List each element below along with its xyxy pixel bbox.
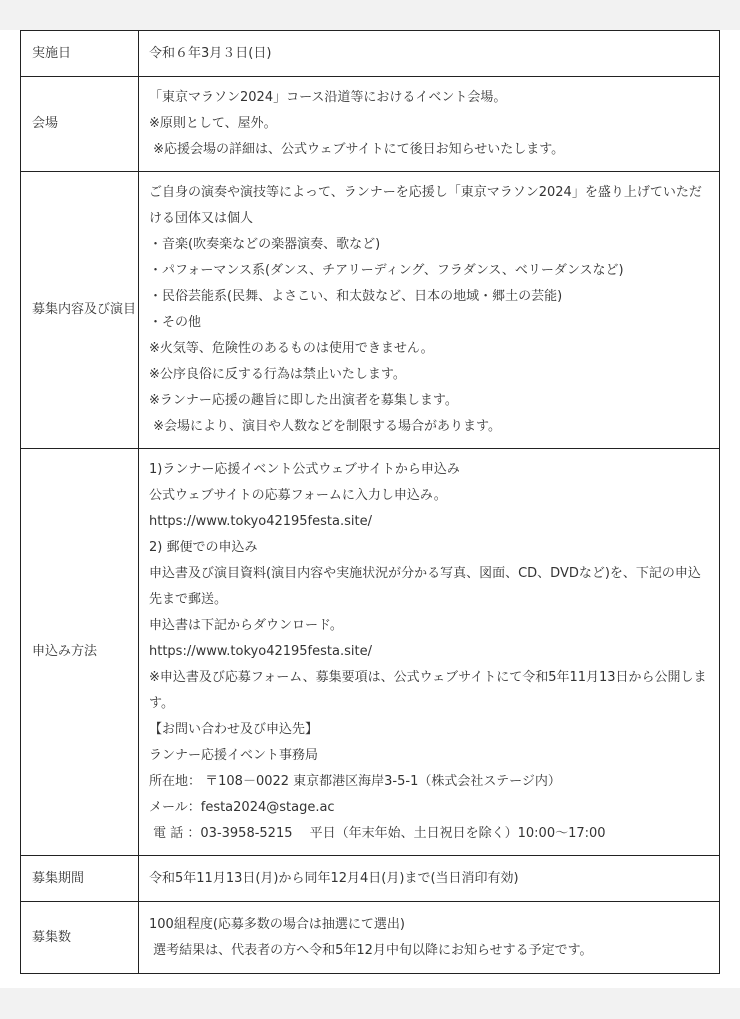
content-line: 申込書は下記からダウンロード。 <box>149 618 343 633</box>
row-label: 実施日 <box>21 31 139 77</box>
content-line: 2) 郵便での申込み <box>149 540 258 555</box>
content-line: 【お問い合わせ及び申込先】 <box>149 722 319 737</box>
table-row-date <box>21 31 720 77</box>
table-row-venue <box>21 77 720 172</box>
content-line: ※ランナー応援の趣旨に即した出演者を募集します。 <box>149 393 458 408</box>
content-line: 公式ウェブサイトの応募フォームに入力し申込み。 <box>149 488 447 503</box>
content-line: 令和5年11月13日(月)から同年12月4日(月)まで(当日消印有効) <box>149 870 519 886</box>
content-line: ※火気等、危険性のあるものは使用できません。 <box>149 341 434 356</box>
content-line: 100組程度(応募多数の場合は抽選にて選出) <box>149 916 405 932</box>
row-content <box>139 77 720 172</box>
content-line: 所在地： 〒108－0022 東京都港区海岸3-5-1（株式会社ステージ内） <box>149 774 561 789</box>
download-link[interactable]: https://www.tokyo42195festa.site/ <box>149 644 372 659</box>
email-line: メール：festa2024@stage.ac <box>149 800 335 815</box>
row-label: 募集数 <box>21 902 139 974</box>
content-line: ※原則として、屋外。 <box>149 116 277 131</box>
content-line: ※応援会場の詳細は、公式ウェブサイトにて後日お知らせいたします。 <box>149 142 565 157</box>
content-line: ランナー応援イベント事務局 <box>149 748 319 763</box>
content-line: 令和６年3月３日(日) <box>149 45 272 61</box>
content-line: 1)ランナー応援イベント公式ウェブサイトから申込み <box>149 462 460 477</box>
content-line: 選考結果は、代表者の方へ令和5年12月中旬以降にお知らせする予定です。 <box>149 942 593 958</box>
row-content <box>139 449 720 856</box>
content-line: ・パフォーマンス系(ダンス、チアリーディング、フラダンス、ベリーダンスなど) <box>149 263 624 278</box>
content-line: 申込書及び演目資料(演目内容や実施状況が分かる写真、図面、CD、DVDなど)を、下記の申込先まで郵送。 <box>149 566 701 607</box>
phone-line: 電 話 ：03-3958-5215 平日（年末年始、土日祝日を除く）10:00～17:00 <box>149 826 606 841</box>
content-line: ご自身の演奏や演技等によって、ランナーを応援し「東京マラソン2024」を盛り上げていただける団体又は個人 <box>149 185 702 226</box>
content-line: ※会場により、演目や人数などを制限する場合があります。 <box>149 419 501 434</box>
content-line: 「東京マラソン2024」コース沿道等におけるイベント会場。 <box>149 90 507 105</box>
website-link[interactable]: https://www.tokyo42195festa.site/ <box>149 514 372 529</box>
row-label: 申込み方法 <box>21 449 139 856</box>
row-content <box>139 172 720 449</box>
row-label: 募集内容及び演目 <box>21 172 139 449</box>
content-line: ・民俗芸能系(民舞、よさこい、和太鼓など、日本の地域・郷土の芸能) <box>149 289 563 304</box>
content-line: ※公序良俗に反する行為は禁止いたします。 <box>149 367 406 382</box>
row-content <box>139 856 720 902</box>
content-line: ・音楽(吹奏楽などの楽器演奏、歌など) <box>149 237 381 252</box>
row-content <box>139 31 720 77</box>
table-row-count <box>21 902 720 974</box>
page <box>0 30 740 988</box>
table-row-application-method <box>21 449 720 856</box>
content-line: ・その他 <box>149 315 202 330</box>
row-label: 会場 <box>21 77 139 172</box>
table-row-recruitment-content <box>21 172 720 449</box>
row-label: 募集期間 <box>21 856 139 902</box>
row-content <box>139 902 720 974</box>
event-info-table <box>20 30 720 974</box>
content-line: ※申込書及び応募フォーム、募集要項は、公式ウェブサイトにて令和5年11月13日から公開します。 <box>149 670 707 711</box>
table-row-period <box>21 856 720 902</box>
